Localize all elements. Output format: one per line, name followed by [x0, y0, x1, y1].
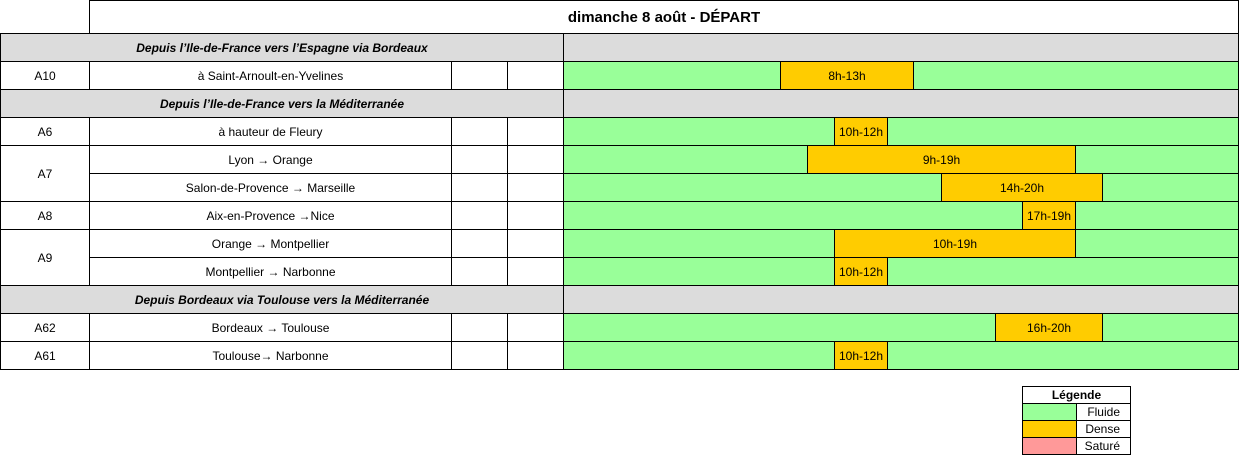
segment-cell: Lyon → Orange [89, 145, 452, 174]
section-timeline-blank [563, 89, 1239, 118]
road-cell-a61: A61 [0, 341, 90, 370]
empty-cell [507, 61, 564, 90]
timeline-bar [563, 201, 1239, 230]
road-cell-a8: A8 [0, 201, 90, 230]
empty-cell [451, 229, 508, 258]
empty-cell [507, 117, 564, 146]
section-header-bordeaux-toulouse: Depuis Bordeaux via Toulouse vers la Méditerranée [0, 285, 564, 314]
timeline-bar [563, 145, 1239, 174]
segment-cell: à Saint-Arnoult-en-Yvelines [89, 61, 452, 90]
section-header-mediterranee: Depuis l’Ile-de-France vers la Méditerranée [0, 89, 564, 118]
timeline-bar [563, 257, 1239, 286]
dense-period-segment: 14h-20h [941, 174, 1103, 201]
road-cell-a9: A9 [0, 229, 90, 286]
empty-cell [507, 257, 564, 286]
dense-period-segment: 9h-19h [807, 146, 1076, 173]
road-cell-a10: A10 [0, 61, 90, 90]
timeline-bar [563, 61, 1239, 90]
empty-cell [507, 341, 564, 370]
legend-label-sature: Saturé [1076, 437, 1131, 455]
dense-period-segment: 16h-20h [995, 314, 1103, 341]
dense-period-segment: 10h-12h [834, 258, 888, 285]
segment-cell: Aix-en-Provence →Nice [89, 201, 452, 230]
empty-cell [451, 117, 508, 146]
empty-cell [451, 313, 508, 342]
legend-swatch-dense [1022, 420, 1077, 438]
legend-label-dense: Dense [1076, 420, 1131, 438]
dense-period-segment: 8h-13h [780, 62, 914, 89]
timeline-bar [563, 117, 1239, 146]
timeline-bar [563, 313, 1239, 342]
empty-cell [507, 201, 564, 230]
segment-cell: à hauteur de Fleury [89, 117, 452, 146]
legend-title: Légende [1022, 386, 1131, 404]
dense-period-segment: 10h-12h [834, 342, 888, 369]
legend [1022, 386, 1131, 455]
empty-cell [451, 201, 508, 230]
segment-cell: Bordeaux → Toulouse [89, 313, 452, 342]
empty-cell [451, 257, 508, 286]
empty-cell [507, 229, 564, 258]
section-timeline-blank [563, 33, 1239, 62]
section-header-espagne: Depuis l’Ile-de-France vers l’Espagne via Bordeaux [0, 33, 564, 62]
road-cell-a7: A7 [0, 145, 90, 202]
empty-cell [451, 341, 508, 370]
timeline-bar [563, 173, 1239, 202]
dense-period-segment: 17h-19h [1022, 202, 1076, 229]
segment-cell: Orange → Montpellier [89, 229, 452, 258]
empty-cell [451, 145, 508, 174]
empty-cell [451, 173, 508, 202]
dense-period-segment: 10h-19h [834, 230, 1076, 257]
empty-cell [451, 61, 508, 90]
segment-cell: Toulouse→ Narbonne [89, 341, 452, 370]
segment-cell: Montpellier → Narbonne [89, 257, 452, 286]
section-timeline-blank [563, 285, 1239, 314]
legend-label-fluide: Fluide [1076, 403, 1131, 421]
timeline-bar [563, 341, 1239, 370]
empty-cell [507, 173, 564, 202]
empty-cell [507, 145, 564, 174]
segment-cell: Salon-de-Provence → Marseille [89, 173, 452, 202]
legend-swatch-sature [1022, 437, 1077, 455]
road-cell-a6: A6 [0, 117, 90, 146]
page-title: dimanche 8 août - DÉPART [89, 0, 1239, 34]
timeline-bar [563, 229, 1239, 258]
dense-period-segment: 10h-12h [834, 118, 888, 145]
legend-swatch-fluide [1022, 403, 1077, 421]
empty-cell [507, 313, 564, 342]
road-cell-a62: A62 [0, 313, 90, 342]
